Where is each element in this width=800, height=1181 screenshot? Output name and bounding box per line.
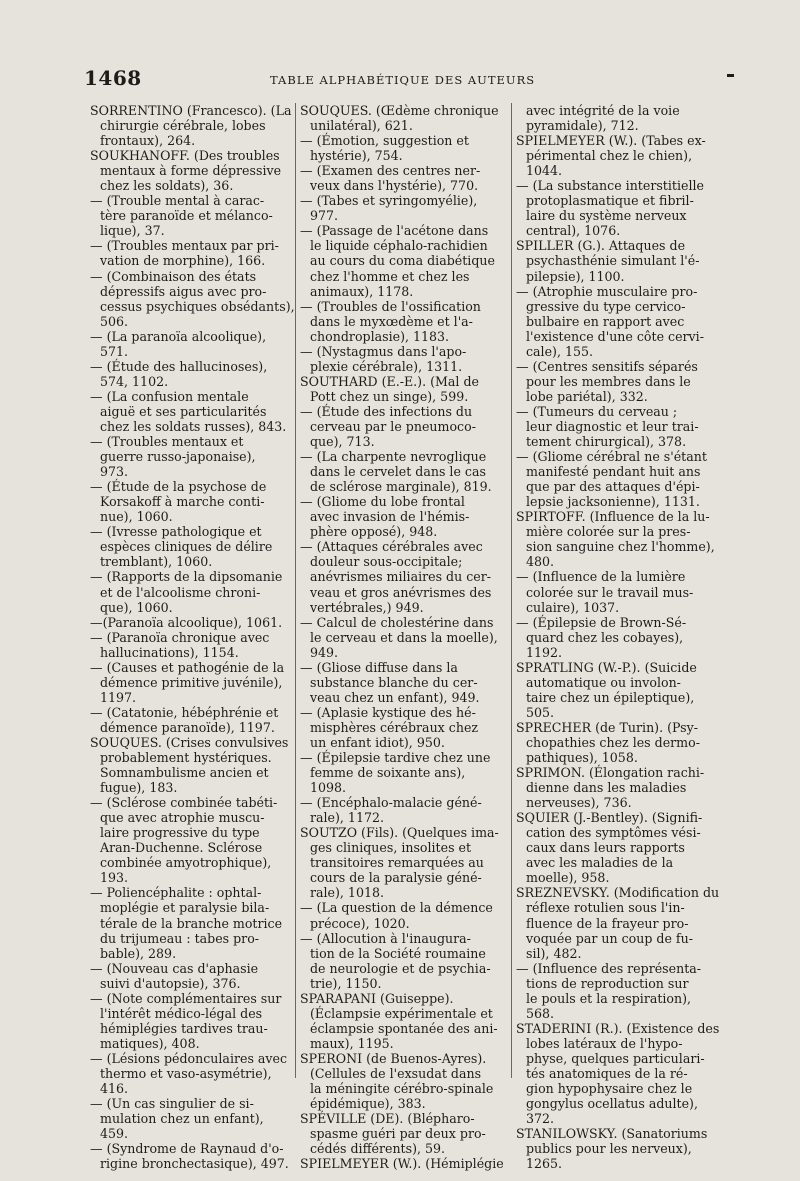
index-line: — (Trouble mental à carac- [90,193,265,209]
index-line: — (Syndrome de Raynaud d'o- [90,1141,284,1157]
index-line: cerveau par le pneumoco- [310,418,476,434]
index-line: — (La question de la démence [300,900,493,916]
running-title: TABLE ALPHABÉTIQUE DES AUTEURS [270,73,536,87]
index-line: — (Attaques cérébrales avec [300,539,483,555]
index-line: le pouls et la respiration), [526,990,692,1006]
index-line: — (Un cas singulier de si- [90,1096,254,1112]
index-columns [84,103,734,1172]
index-line: — (Allocution à l'inaugura- [300,930,471,946]
index-line: dans le cervelet dans le cas [310,464,486,480]
index-line: lique), 37. [100,223,165,239]
index-line: 459. [100,1126,129,1142]
index-line: dienne dans les maladies [526,780,687,796]
index-line: colorée sur le travail mus- [526,584,694,600]
index-line: au cours du coma diabétique [310,253,495,269]
index-line: SPRECHER (de Turin). (Psy- [516,719,698,735]
index-line: gressive du type cervico- [526,298,686,314]
index-line: 973. [100,464,129,480]
index-line: précoce), 1020. [310,915,410,931]
index-line: la méningite cérébro-spinale [310,1081,494,1097]
index-line: physe, quelques particulari- [526,1050,705,1066]
index-line: — (Émotion, suggestion et [300,133,469,149]
index-line: probablement hystériques. [100,750,272,766]
index-line: guerre russo-japonaise), [100,449,256,465]
index-line: thermo et vaso-asymétrie), [100,1066,272,1081]
index-line: femme de soixante ans), [310,765,466,781]
index-line: lepsie jacksonienne), 1131. [526,494,700,510]
index-line: — (Troubles mentaux par pri- [90,238,279,254]
index-line: 977. [310,208,339,224]
index-line: 571. [100,343,129,359]
index-line: tés anatomiques de la ré- [526,1066,688,1081]
index-line: mentaux à forme dépressive [100,163,282,179]
index-line: anévrismes miliaires du cer- [310,569,492,585]
index-line: plexie cérébrale), 1311. [310,358,463,374]
index-line: tement chirurgical), 378. [526,434,687,450]
index-line: central), 1076. [526,223,621,239]
index-line: SOUQUES. (Crises convulsives [90,734,289,750]
index-line: protoplasmatique et fibril- [526,193,694,209]
index-line: nerveuses), 736. [526,795,632,811]
index-line: gongylus ocellatus adulte), [526,1096,698,1112]
index-line: publics pour les nerveux), [526,1141,692,1157]
index-line: aiguë et ses particularités [100,403,267,419]
index-line: moelle), 958. [526,870,610,886]
index-line: fluence de la frayeur pro- [526,915,689,931]
index-line: — (Épilepsie de Brown-Sé- [516,614,687,630]
index-line: démence paranoïde), 1197. [100,719,275,735]
index-line: — (Troubles de l'ossification [300,298,481,314]
index-line: tremblant), 1060. [100,554,213,570]
index-line: — (Catatonie, hébéphrénie et [90,704,279,720]
index-line: fugue), 183. [100,780,178,796]
index-line: SPRATLING (W.-P.). (Suicide [516,659,697,675]
index-line: dans le myxœdème et l'a- [310,313,473,329]
index-line: 372. [526,1111,555,1127]
index-line: — (Influence des représenta- [516,960,702,976]
index-line: ges cliniques, insolites et [310,840,472,856]
index-line: chez les soldats russes), 843. [100,418,287,434]
index-line: voquée par un coup de fu- [526,930,693,946]
index-line: — (Paranoïa chronique avec [90,629,270,645]
index-line: misphères cérébraux chez [310,719,479,735]
index-line: hémiplégies tardives trau- [100,1020,268,1036]
index-line: 1098. [310,780,347,796]
index-line: — (Ivresse pathologique et [90,524,262,540]
index-line: du trijumeau : tabes pro- [100,930,260,946]
index-line: psychasthénie simulant l'é- [526,253,700,269]
index-line: sil), 482. [526,945,582,961]
index-line: douleur sous-occipitale; [310,554,463,570]
index-line: nue), 1060. [100,509,173,525]
column-left [90,103,295,1172]
index-line: lobe pariétal), 332. [526,388,648,404]
index-line: matiques), 408. [100,1035,200,1051]
index-line: culaire), 1037. [526,599,620,615]
column-divider [295,103,296,1078]
index-line: mulation chez un enfant), [100,1111,264,1127]
index-line: — (Influence de la lumière [516,569,686,585]
index-line: tions de reproduction sur [526,975,689,991]
index-line: 949. [310,644,339,660]
index-line: réflexe rotulien sous l'in- [526,900,685,916]
index-line: rigine bronchectasique), 497. [100,1156,289,1172]
index-line: — (Tabes et syringomyélie), [300,193,478,209]
index-line: hystérie), 754. [310,148,403,164]
index-line: espèces cliniques de délire [100,539,273,555]
index-line: lobes latéraux de l'hypo- [526,1035,683,1051]
index-line: et de l'alcoolisme chroni- [100,584,261,600]
index-line: quard chez les cobayes), [526,629,684,645]
index-line: phère opposé), 948. [310,524,438,540]
index-line: SPIELMEYER (W.). (Tabes ex- [516,133,706,149]
index-line: — (Centres sensitifs séparés [516,358,698,374]
index-line: pour les membres dans le [526,373,691,389]
index-line: sion sanguine chez l'homme), [526,539,715,555]
index-line: SPIELMEYER (W.). (Hémiplégie [300,1156,504,1172]
index-line: cessus psychiques obsédants), [100,298,295,314]
index-line: caux dans leurs rapports [526,840,685,856]
column-divider [511,103,512,1078]
index-line: — (Troubles mentaux et [90,434,244,450]
index-line: avec les maladies de la [526,855,674,871]
index-line: chirurgie cérébrale, lobes [100,118,266,134]
index-line: rale), 1018. [310,885,384,901]
index-line: rale), 1172. [310,810,384,826]
index-line: vertébrales,) 949. [310,599,424,615]
index-line: épidémique), 383. [310,1096,426,1112]
index-line: spasme guéri par deux pro- [310,1126,486,1142]
column-middle [300,103,504,1172]
index-line: unilatéral), 621. [310,118,413,134]
index-line: trie), 1150. [310,975,382,991]
index-line: Pott chez un singe), 599. [310,388,469,404]
index-line: — (La paranoïa alcoolique), [90,328,267,344]
index-line: — (Atrophie musculaire pro- [516,283,698,299]
index-line: SORRENTINO (Francesco). (La [90,103,292,118]
index-line: — (Tumeurs du cerveau ; [516,403,678,419]
index-line: Somnambulisme ancien et [100,765,269,781]
index-line: — (Lésions pédonculaires avec [90,1050,288,1066]
index-line: pathiques), 1058. [526,750,638,766]
index-line: Korsakoff à marche conti- [100,494,265,510]
index-line: de sclérose marginale), 819. [310,479,492,495]
index-line: tion de la Société roumaine [310,945,486,961]
index-line: (Cellules de l'exsudat dans [310,1066,482,1081]
index-line: pyramidale), 712. [526,118,639,134]
index-line: SOUTZO (Fils). (Quelques ima- [300,825,499,841]
index-line: SPIRTOFF. (Influence de la lu- [516,509,710,525]
index-line: cation des symptômes vési- [526,825,701,841]
index-line: — (La substance interstitielle [516,178,704,194]
index-line: bable), 289. [100,945,177,961]
index-line: — (Combinaison des états [90,268,257,284]
index-line: l'existence d'une côte cervi- [526,328,704,344]
index-line: éclampsie spontanée des ani- [310,1020,498,1036]
index-line: vation de morphine), 166. [100,253,266,269]
index-line: que), 1060. [100,599,173,615]
index-line: chondroplasie), 1183. [310,328,450,344]
index-line: chez l'homme et chez les [310,268,470,284]
index-line: SREZNEVSKY. (Modification du [516,885,720,901]
index-line: chez les soldats), 36. [100,178,234,194]
index-line: pilepsie), 1100. [526,268,625,284]
index-line: le cerveau et dans la moelle), [310,629,498,645]
index-line: démence primitive juvénile), [100,674,283,690]
index-line: — (La charpente nevroglique [300,449,487,465]
index-line: 1265. [526,1156,563,1172]
index-line: — (Nystagmus dans l'apo- [300,343,467,359]
index-line: avec intégrité de la voie [526,103,680,118]
index-line: cours de la paralysie géné- [310,870,482,886]
index-line: le liquide céphalo-rachidien [310,238,488,254]
index-line: — (Étude des hallucinoses), [90,358,268,374]
index-line: — (Gliome du lobe frontal [300,494,465,510]
index-line: frontaux), 264. [100,133,196,149]
index-line: 1197. [100,689,137,705]
index-line: Aran-Duchenne. Sclérose [100,840,263,856]
index-line: — (Aplasie kystique des hé- [300,704,476,720]
index-line: substance blanche du cer- [310,674,478,690]
index-line: laire du système nerveux [526,208,687,224]
index-line: SOUKHANOFF. (Des troubles [90,148,280,164]
index-line: automatique ou involon- [526,674,681,690]
index-line: 506. [100,313,129,329]
index-line: — (Rapports de la dipsomanie [90,569,283,585]
index-line: taire chez un épileptique), [526,689,695,705]
index-line: — (Nouveau cas d'aphasie [90,960,259,976]
index-line: de neurologie et de psychia- [310,960,491,976]
index-line: — (Encéphalo-malacie géné- [300,795,482,811]
index-line: — (Note complémentaires sur [90,990,282,1006]
index-line: SOUTHARD (E.-E.). (Mal de [300,373,479,389]
index-line: maux), 1195. [310,1035,394,1051]
index-line: (Éclampsie expérimentale et [310,1005,493,1021]
index-line: combinée amyotrophique), [100,855,272,871]
index-line: un enfant idiot), 950. [310,734,445,750]
index-line: 1044. [526,163,563,179]
index-line: STADERINI (R.). (Existence des [516,1020,720,1036]
page-header [84,66,734,94]
index-line: 568. [526,1005,555,1021]
index-line: — (La confusion mentale [90,388,249,404]
index-line: gion hypophysaire chez le [526,1081,693,1097]
index-line: — (Gliome cérébral ne s'étant [516,449,707,465]
index-line: bulbaire en rapport avec [526,313,685,329]
index-line: veau chez un enfant), 949. [310,689,480,705]
index-line: cale), 155. [526,343,594,359]
index-line: cédés différents), 59. [310,1141,446,1157]
index-line: laire progressive du type [100,825,260,841]
column-right [516,103,720,1172]
index-line: 574, 1102. [100,373,169,389]
index-line: périmental chez le chien), [526,148,693,164]
index-line: l'intérêt médico-légal des [100,1005,263,1021]
index-line: — (Passage de l'acétone dans [300,223,489,239]
index-line: 1192. [526,644,563,660]
index-line: suivi d'autopsie), 376. [100,975,241,991]
index-line: que), 713. [310,434,375,450]
index-line: 193. [100,870,129,886]
index-line: dépressifs aigus avec pro- [100,283,267,299]
index-line: — (Sclérose combinée tabéti- [90,795,278,811]
index-line: SPERONI (de Buenos-Ayres). [300,1050,487,1066]
index-line: SPRIMON. (Élongation rachi- [516,765,705,781]
index-line: — (Causes et pathogénie de la [90,659,285,675]
index-line: leur diagnostic et leur trai- [526,418,699,434]
page-number: 1468 [84,66,142,90]
index-line: SPILLER (G.). Attaques de [516,238,686,254]
index-line: — (Examen des centres ner- [300,163,481,179]
index-line: STANILOWSKY. (Sanatoriums [516,1126,708,1142]
index-line: 505. [526,704,555,720]
index-line: transitoires remarquées au [310,855,484,871]
index-line: SOUQUES. (Œdème chronique [300,103,499,118]
index-line: animaux), 1178. [310,283,414,299]
index-line: — (Gliose diffuse dans la [300,659,458,675]
index-line: —(Paranoïa alcoolique), 1061. [90,614,283,630]
index-line: — (Étude des infections du [300,403,473,419]
index-line: que par des attaques d'épi- [526,479,700,495]
index-line: SPARAPANI (Guiseppe). [300,990,454,1006]
index-line: veau et gros anévrismes des [310,584,492,600]
index-line: mière colorée sur la pres- [526,524,691,540]
index-line: tère paranoïde et mélanco- [100,208,273,224]
index-line: — Calcul de cholestérine dans [300,614,494,630]
margin-mark [727,74,734,77]
index-line: veux dans l'hystérie), 770. [310,178,479,194]
index-line: — Poliencéphalite : ophtal- [90,885,262,901]
index-line: SQUIER (J.-Bentley). (Signifi- [516,810,703,826]
index-line: — (Étude de la psychose de [90,479,267,495]
index-line: — (Épilepsie tardive chez une [300,750,491,766]
index-line: que avec atrophie muscu- [100,810,265,826]
index-line: 416. [100,1081,129,1097]
index-line: avec invasion de l'hémis- [310,509,470,525]
index-line: chopathies chez les dermo- [526,734,700,750]
index-line: SPÉVILLE (DE). (Blépharo- [300,1111,475,1127]
index-line: 480. [526,554,555,570]
index-line: moplégie et paralysie bila- [100,900,270,916]
index-line: térale de la branche motrice [100,915,283,931]
index-line: manifesté pendant huit ans [526,464,701,480]
index-line: hallucinations), 1154. [100,644,239,660]
